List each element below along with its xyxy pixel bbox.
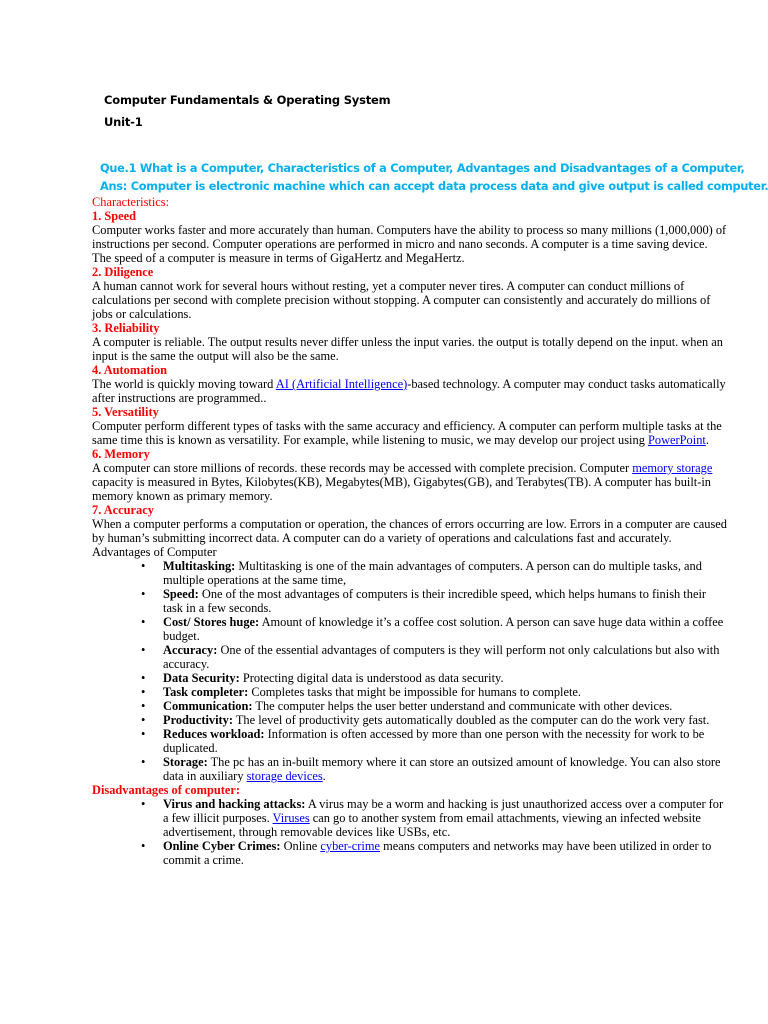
text-segment: Completes tasks that might be impossible for humans to complete.: [248, 685, 582, 699]
storage-devices-link[interactable]: storage devices: [246, 769, 323, 783]
characteristic-heading: 3. Reliability: [92, 321, 160, 335]
viruses-link[interactable]: Viruses: [272, 811, 310, 825]
bullet-icon: •: [141, 839, 146, 853]
bullet-icon: •: [141, 643, 146, 657]
bullet-icon: •: [141, 671, 146, 685]
characteristic-heading: 7. Accuracy: [92, 503, 154, 517]
term: Task completer:: [163, 685, 249, 699]
powerpoint-link[interactable]: PowerPoint: [648, 433, 706, 447]
characteristics-label: Characteristics:: [92, 195, 170, 209]
disadvantages-label: Disadvantages of computer:: [92, 783, 240, 797]
list-item: [92, 839, 728, 867]
characteristic-text: When a computer performs a computation or operation, the chances of errors occurring are low. Errors in a computer are caused by human’s submitting incorrect data. A computer can do a variety of operations and calculations fast and accurately.: [92, 517, 727, 545]
term: Speed:: [163, 587, 199, 601]
ai-link[interactable]: AI (Artificial Intelligence): [275, 377, 408, 391]
text-segment: can go to another system from email attachments, viewing an infected website advertisement, through removable devices like USBs, etc.: [163, 811, 701, 839]
text-segment: A computer can store millions of records. these records may be accessed with complete precision. Computer: [92, 461, 633, 475]
characteristic-text: [92, 419, 728, 447]
characteristic-heading: 1. Speed: [92, 209, 137, 223]
bullet-icon: •: [141, 727, 146, 741]
characteristic-heading: 4. Automation: [92, 363, 168, 377]
cyber-crime-link[interactable]: cyber-crime: [320, 839, 381, 853]
disadvantages-list: [92, 797, 728, 867]
list-item: [92, 559, 728, 587]
text-segment: means computers and networks may have been utilized in order to commit a crime.: [163, 839, 712, 867]
term: Reduces workload:: [163, 727, 265, 741]
list-item: [92, 797, 728, 839]
text-segment: The computer helps the user better understand and communicate with other devices.: [252, 699, 673, 713]
term: Virus and hacking attacks:: [163, 797, 306, 811]
list-item: [92, 643, 728, 671]
term: Storage:: [163, 755, 208, 769]
text-segment: Online: [280, 839, 321, 853]
term: Accuracy:: [163, 643, 218, 657]
question-text: Que.1 What is a Computer, Characteristics of a Computer, Advantages and Disadvantages of a Computer,: [100, 162, 745, 175]
advantages-label: Advantages of Computer: [92, 545, 217, 559]
bullet-icon: •: [141, 685, 146, 699]
unit-label: Unit-1: [104, 115, 143, 129]
list-item: [92, 755, 728, 783]
characteristic-heading: 5. Versatility: [92, 405, 159, 419]
text-segment: .: [705, 433, 709, 447]
text-segment: The pc has an in-built memory where it can store an outsized amount of knowledge. You can also store data in auxiliary: [163, 755, 721, 783]
bullet-icon: •: [141, 713, 146, 727]
term: Data Security:: [163, 671, 240, 685]
text-segment: One of the most advantages of computers is their incredible speed, which helps humans to finish their task in a few seconds.: [163, 587, 707, 615]
bullet-icon: •: [141, 559, 146, 573]
text-segment: Protecting digital data is understood as data security.: [239, 671, 504, 685]
term: Productivity:: [163, 713, 233, 727]
list-item: [92, 713, 728, 727]
characteristic-heading: 2. Diligence: [92, 265, 154, 279]
characteristic-text: Computer works faster and more accurately than human. Computers have the ability to process so many millions (1,000,000) of instructions per second. Computer operations are performed in micro and nano seconds. A computer is a time saving device. The speed of a computer is measure in terms of GigaHertz and MegaHertz.: [92, 223, 727, 265]
term: Multitasking:: [163, 559, 236, 573]
list-item: [92, 587, 728, 615]
characteristic-text: [92, 461, 728, 503]
text-segment: .: [322, 769, 326, 783]
course-title: Computer Fundamentals & Operating System: [104, 93, 391, 107]
list-item: [92, 615, 728, 643]
text-segment: The level of productivity gets automatically doubled as the computer can do the work very fast.: [232, 713, 710, 727]
answer-text: Ans: Computer is electronic machine which can accept data process data and give output is called computer.: [100, 180, 768, 193]
list-item: [92, 699, 728, 713]
memory-storage-link[interactable]: memory storage: [632, 461, 713, 475]
list-item: [92, 671, 728, 685]
text-segment: Amount of knowledge it’s a coffee cost solution. A person can save huge data within a coffee budget.: [163, 615, 724, 643]
text-segment: Information is often accessed by more than one person with the necessity for work to be duplicated.: [163, 727, 705, 755]
term: Online Cyber Crimes:: [163, 839, 281, 853]
text-segment: capacity is measured in Bytes, Kilobytes(KB), Megabytes(MB), Gigabytes(GB), and Terabytes(TB). A computer has built-in memory known as primary memory.: [92, 475, 711, 503]
text-segment: A virus may be a worm and hacking is just unauthorized access over a computer for a few illicit purposes.: [163, 797, 724, 825]
list-item: [92, 685, 728, 699]
characteristic-text: A computer is reliable. The output results never differ unless the input varies. the output is totally depend on the input. when an input is the same the output will also be the same.: [92, 335, 723, 363]
characteristic-heading: 6. Memory: [92, 447, 150, 461]
characteristic-text: A human cannot work for several hours without resting, yet a computer never tires. A computer can conduct millions of calculations per second with complete precision without stopping. A computer can consistently and accurately do millions of jobs or calculations.: [92, 279, 711, 321]
advantages-list: [92, 559, 728, 783]
text-segment: -based technology. A computer may conduct tasks automatically after instructions are programmed..: [92, 377, 726, 405]
bullet-icon: •: [141, 587, 146, 601]
bullet-icon: •: [141, 755, 146, 769]
bullet-icon: •: [141, 615, 146, 629]
document-body: [92, 195, 728, 867]
bullet-icon: •: [141, 699, 146, 713]
bullet-icon: •: [141, 797, 146, 811]
characteristic-text: [92, 377, 728, 405]
term: Communication:: [163, 699, 253, 713]
text-segment: Computer perform different types of tasks with the same accuracy and efficiency. A computer can perform multiple tasks at the same time this is known as versatility. For example, while listening to music, we may develop our project using: [92, 419, 722, 447]
term: Cost/ Stores huge:: [163, 615, 260, 629]
text-segment: The world is quickly moving toward: [92, 377, 276, 391]
text-segment: Multitasking is one of the main advantages of computers. A person can do multiple tasks, and multiple operations at the same time,: [163, 559, 702, 587]
text-segment: One of the essential advantages of computers is they will perform not only calculations but also with accuracy.: [163, 643, 720, 671]
list-item: [92, 727, 728, 755]
